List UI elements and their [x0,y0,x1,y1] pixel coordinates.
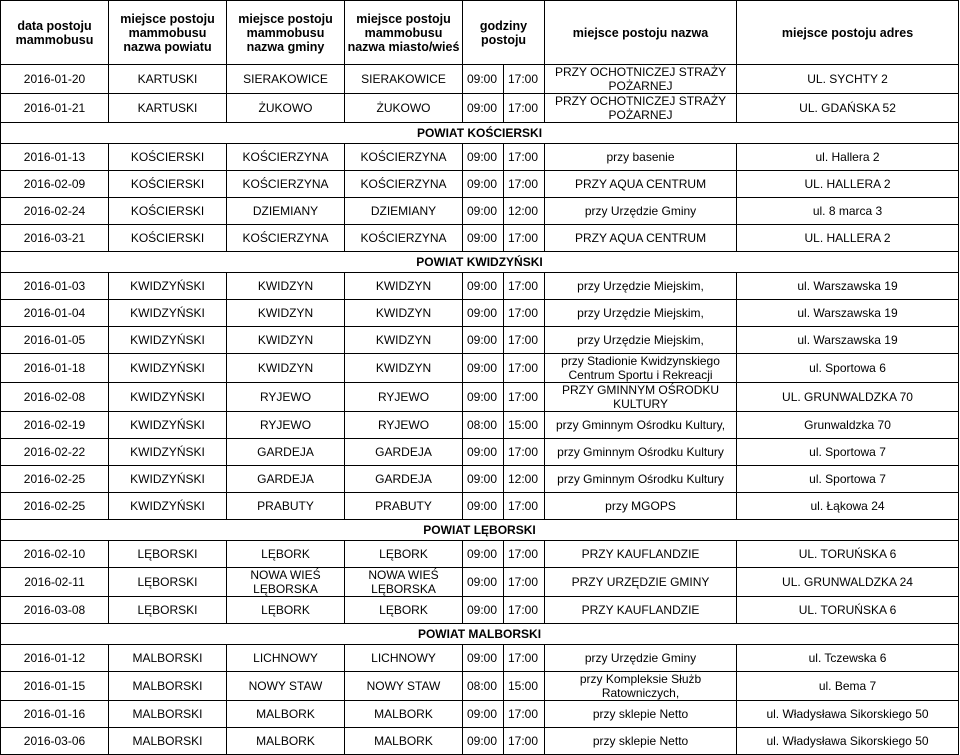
table-cell: przy Urzędzie Miejskim, [545,327,737,354]
table-cell: 17:00 [504,354,545,383]
table-cell: 2016-02-25 [1,466,109,493]
table-cell: 09:00 [463,568,504,597]
table-cell: przy Urzędzie Miejskim, [545,273,737,300]
table-cell: MALBORK [345,701,463,728]
table-cell: 17:00 [504,273,545,300]
table-cell: LICHNOWY [345,645,463,672]
table-row [1,466,959,493]
table-cell: Grunwaldzka 70 [737,412,959,439]
section-title: POWIAT KOŚCIERSKI [1,123,959,144]
section-title: POWIAT MALBORSKI [1,624,959,645]
table-row [1,354,959,383]
table-cell: 2016-02-08 [1,383,109,412]
table-cell: DZIEMIANY [345,198,463,225]
table-cell: UL. GRUNWALDZKA 70 [737,383,959,412]
table-cell: UL. TORUŃSKA 6 [737,541,959,568]
table-cell: 2016-01-15 [1,672,109,701]
table-cell: przy Gminnym Ośrodku Kultury, [545,412,737,439]
table-row [1,171,959,198]
table-cell: 2016-01-21 [1,94,109,123]
table-cell: KOŚCIERZYNA [227,144,345,171]
table-cell: KWIDZYN [345,273,463,300]
table-cell: 17:00 [504,383,545,412]
table-cell: KWIDZYŃSKI [109,354,227,383]
header-cell: miejsce postoju adres [737,1,959,65]
table-cell: 2016-03-08 [1,597,109,624]
table-cell: RYJEWO [227,412,345,439]
table-cell: LĘBORK [345,541,463,568]
table-cell: przy Urzędzie Miejskim, [545,300,737,327]
section-row [1,520,959,541]
table-cell: LĘBORSKI [109,597,227,624]
table-cell: KOŚCIERSKI [109,225,227,252]
table-cell: MALBORK [227,701,345,728]
table-cell: KOŚCIERZYNA [227,225,345,252]
table-row [1,300,959,327]
table-cell: NOWY STAW [345,672,463,701]
table-cell: ul. Łąkowa 24 [737,493,959,520]
table-cell: 12:00 [504,198,545,225]
table-row [1,327,959,354]
table-cell: NOWA WIEŚ LĘBORSKA [345,568,463,597]
table-cell: 17:00 [504,728,545,755]
table-cell: 2016-02-10 [1,541,109,568]
table-cell: 17:00 [504,171,545,198]
table-cell: PRABUTY [227,493,345,520]
table-cell: 2016-01-05 [1,327,109,354]
table-cell: 09:00 [463,466,504,493]
table-cell: 17:00 [504,300,545,327]
table-cell: przy sklepie Netto [545,701,737,728]
table-row [1,597,959,624]
table-cell: 17:00 [504,541,545,568]
table-cell: przy Gminnym Ośrodku Kultury [545,439,737,466]
table-cell: KOŚCIERSKI [109,171,227,198]
table-cell: 17:00 [504,144,545,171]
table-cell: ul. Hallera 2 [737,144,959,171]
table-cell: 2016-02-25 [1,493,109,520]
table-cell: ŻUKOWO [345,94,463,123]
table-cell: 09:00 [463,300,504,327]
table-cell: KWIDZYN [227,300,345,327]
table-cell: KWIDZYŃSKI [109,412,227,439]
table-row [1,273,959,300]
table-cell: 09:00 [463,65,504,94]
table-cell: UL. SYCHTY 2 [737,65,959,94]
table-cell: PRZY OCHOTNICZEJ STRAŻY POŻARNEJ [545,94,737,123]
table-row [1,728,959,755]
table-cell: 17:00 [504,597,545,624]
table-cell: MALBORSKI [109,645,227,672]
table-cell: 09:00 [463,198,504,225]
table-cell: 2016-01-20 [1,65,109,94]
table-cell: 09:00 [463,597,504,624]
table-cell: przy sklepie Netto [545,728,737,755]
table-cell: 09:00 [463,728,504,755]
table-cell: ŻUKOWO [227,94,345,123]
table-cell: 2016-01-12 [1,645,109,672]
table-cell: 2016-01-13 [1,144,109,171]
table-cell: 09:00 [463,327,504,354]
table-cell: 17:00 [504,701,545,728]
table-cell: KWIDZYŃSKI [109,493,227,520]
table-cell: RYJEWO [345,383,463,412]
table-cell: 09:00 [463,273,504,300]
table-cell: UL. GDAŃSKA 52 [737,94,959,123]
table-cell: ul. Bema 7 [737,672,959,701]
table-cell: 17:00 [504,94,545,123]
section-title: POWIAT KWIDZYŃSKI [1,252,959,273]
table-cell: 12:00 [504,466,545,493]
table-cell: PRZY OCHOTNICZEJ STRAŻY POŻARNEJ [545,65,737,94]
table-cell: PRZY KAUFLANDZIE [545,541,737,568]
table-cell: ul. Warszawska 19 [737,300,959,327]
table-cell: 2016-02-11 [1,568,109,597]
table-cell: 09:00 [463,493,504,520]
table-cell: PRZY AQUA CENTRUM [545,225,737,252]
table-cell: RYJEWO [227,383,345,412]
table-cell: KWIDZYŃSKI [109,300,227,327]
table-cell: 17:00 [504,65,545,94]
table-row [1,701,959,728]
table-cell: KWIDZYN [227,273,345,300]
table-cell: 2016-01-18 [1,354,109,383]
table-cell: NOWA WIEŚ LĘBORSKA [227,568,345,597]
table-cell: MALBORSKI [109,701,227,728]
table-cell: 2016-03-06 [1,728,109,755]
table-cell: przy MGOPS [545,493,737,520]
table-cell: UL. HALLERA 2 [737,171,959,198]
table-cell: przy Urzędzie Gminy [545,198,737,225]
table-cell: 17:00 [504,645,545,672]
table-cell: KARTUSKI [109,65,227,94]
table-cell: przy Kompleksie Służb Ratowniczych, [545,672,737,701]
table-cell: 09:00 [463,701,504,728]
header-cell: godziny postoju [463,1,545,65]
table-row [1,383,959,412]
table-cell: 2016-01-03 [1,273,109,300]
table-cell: GARDEJA [345,439,463,466]
table-cell: 17:00 [504,225,545,252]
table-cell: ul. 8 marca 3 [737,198,959,225]
table-cell: ul. Warszawska 19 [737,273,959,300]
section-row [1,123,959,144]
table-cell: KWIDZYŃSKI [109,327,227,354]
table-row [1,541,959,568]
table-cell: LĘBORK [227,541,345,568]
table-cell: 09:00 [463,354,504,383]
table-cell: przy Urzędzie Gminy [545,645,737,672]
table-cell: ul. Tczewska 6 [737,645,959,672]
table-cell: przy Gminnym Ośrodku Kultury [545,466,737,493]
table-cell: 15:00 [504,412,545,439]
table-cell: KWIDZYN [345,327,463,354]
table-cell: KOŚCIERSKI [109,198,227,225]
table-cell: LĘBORSKI [109,541,227,568]
table-cell: KOŚCIERSKI [109,144,227,171]
table-cell: KOŚCIERZYNA [345,144,463,171]
table-cell: RYJEWO [345,412,463,439]
table-cell: MALBORSKI [109,728,227,755]
table-cell: 17:00 [504,493,545,520]
header-cell: data postoju mammobusu [1,1,109,65]
table-cell: KWIDZYŃSKI [109,466,227,493]
header-cell: miejsce postoju mammobusu nazwa miasto/wieś [345,1,463,65]
table-cell: KWIDZYŃSKI [109,439,227,466]
header-cell: miejsce postoju nazwa [545,1,737,65]
table-cell: ul. Warszawska 19 [737,327,959,354]
table-cell: LĘBORSKI [109,568,227,597]
table-cell: 09:00 [463,645,504,672]
table-cell: 08:00 [463,672,504,701]
table-row [1,439,959,466]
table-cell: KWIDZYŃSKI [109,273,227,300]
table-row [1,493,959,520]
table-cell: 08:00 [463,412,504,439]
table-cell: 2016-02-24 [1,198,109,225]
table-cell: GARDEJA [227,439,345,466]
table-cell: MALBORSKI [109,672,227,701]
table-cell: 09:00 [463,541,504,568]
table-cell: PRZY KAUFLANDZIE [545,597,737,624]
table-row [1,65,959,94]
table-cell: KOŚCIERZYNA [345,171,463,198]
table-cell: 2016-01-04 [1,300,109,327]
table-row [1,672,959,701]
table-row [1,645,959,672]
table-cell: 09:00 [463,383,504,412]
table-cell: KWIDZYN [227,327,345,354]
table-cell: przy Stadionie Kwidzynskiego Centrum Sportu i Rekreacji [545,354,737,383]
section-row [1,252,959,273]
table-cell: UL. HALLERA 2 [737,225,959,252]
table-cell: PRZY AQUA CENTRUM [545,171,737,198]
table-cell: 09:00 [463,171,504,198]
header-cell: miejsce postoju mammobusu nazwa powiatu [109,1,227,65]
section-title: POWIAT LĘBORSKI [1,520,959,541]
table-cell: 2016-01-16 [1,701,109,728]
table-cell: 09:00 [463,144,504,171]
table-cell: KWIDZYN [345,354,463,383]
table-cell: UL. GRUNWALDZKA 24 [737,568,959,597]
table-row [1,198,959,225]
table-cell: ul. Władysława Sikorskiego 50 [737,728,959,755]
table-cell: 17:00 [504,327,545,354]
table-cell: KWIDZYN [227,354,345,383]
table-cell: KWIDZYŃSKI [109,383,227,412]
table-cell: SIERAKOWICE [227,65,345,94]
table-row [1,94,959,123]
table-row [1,568,959,597]
table-cell: KOŚCIERZYNA [345,225,463,252]
table-cell: 2016-02-19 [1,412,109,439]
table-cell: KOŚCIERZYNA [227,171,345,198]
table-cell: LICHNOWY [227,645,345,672]
header-cell: miejsce postoju mammobusu nazwa gminy [227,1,345,65]
table-cell: 09:00 [463,225,504,252]
table-cell: GARDEJA [227,466,345,493]
table-cell: LĘBORK [227,597,345,624]
table-cell: ul. Sportowa 7 [737,439,959,466]
table-cell: 15:00 [504,672,545,701]
table-cell: 2016-03-21 [1,225,109,252]
table-cell: NOWY STAW [227,672,345,701]
table-cell: SIERAKOWICE [345,65,463,94]
table-row [1,225,959,252]
table-cell: ul. Sportowa 6 [737,354,959,383]
table-cell: 2016-02-09 [1,171,109,198]
table-cell: PRABUTY [345,493,463,520]
table-cell: ul. Władysława Sikorskiego 50 [737,701,959,728]
table-cell: DZIEMIANY [227,198,345,225]
table-cell: GARDEJA [345,466,463,493]
table-cell: PRZY URZĘDZIE GMINY [545,568,737,597]
table-cell: ul. Sportowa 7 [737,466,959,493]
table-row [1,144,959,171]
table-cell: 17:00 [504,439,545,466]
table-cell: KARTUSKI [109,94,227,123]
table-cell: PRZY GMINNYM OŚRODKU KULTURY [545,383,737,412]
table-cell: przy basenie [545,144,737,171]
section-row [1,624,959,645]
table-cell: LĘBORK [345,597,463,624]
table-row [1,412,959,439]
table-cell: KWIDZYN [345,300,463,327]
table-cell: UL. TORUŃSKA 6 [737,597,959,624]
table-cell: MALBORK [345,728,463,755]
table-cell: 09:00 [463,439,504,466]
table-cell: 09:00 [463,94,504,123]
table-cell: 17:00 [504,568,545,597]
table-cell: MALBORK [227,728,345,755]
table-cell: 2016-02-22 [1,439,109,466]
